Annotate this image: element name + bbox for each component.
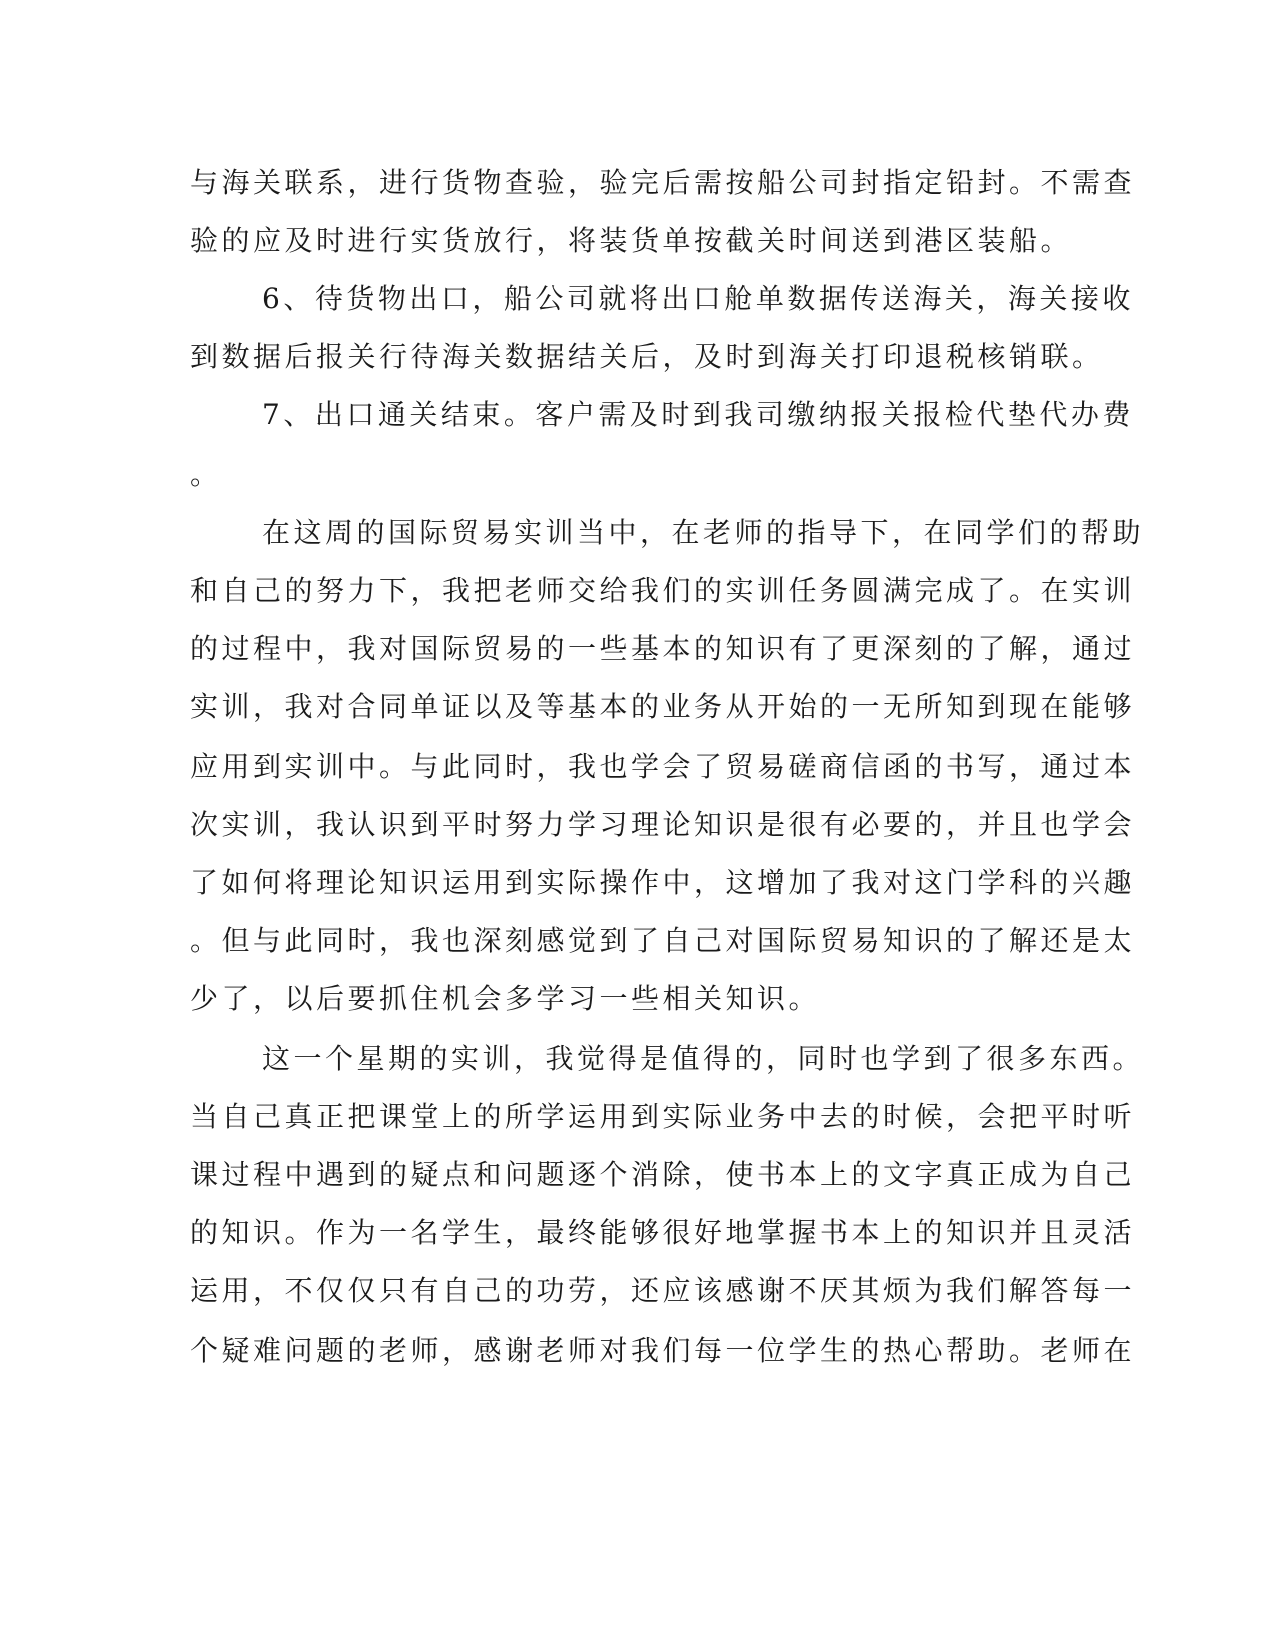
text-line: 课过程中遇到的疑点和问题逐个消除，使书本上的文字真正成为自己 (190, 1158, 1136, 1191)
text-line: 实训，我对合同单证以及等基本的业务从开始的一无所知到现在能够 (190, 690, 1136, 723)
text-line: 和自己的努力下，我把老师交给我们的实训任务圆满完成了。在实训 (190, 574, 1136, 607)
text-line: 6、待货物出口，船公司就将出口舱单数据传送海关，海关接收 (262, 282, 1134, 315)
text-line: 应用到实训中。与此同时，我也学会了贸易磋商信函的书写，通过本 (190, 750, 1136, 783)
text-line: 。但与此同时，我也深刻感觉到了自己对国际贸易知识的了解还是太 (190, 924, 1136, 957)
text-line: 了如何将理论知识运用到实际操作中，这增加了我对这门学科的兴趣 (190, 866, 1136, 899)
text-line: 这一个星期的实训，我觉得是值得的，同时也学到了很多东西。 (262, 1042, 1145, 1075)
text-line: 运用，不仅仅只有自己的功劳，还应该感谢不厌其烦为我们解答每一 (190, 1274, 1136, 1307)
text-line: 少了，以后要抓住机会多学习一些相关知识。 (190, 982, 821, 1015)
text-line: 在这周的国际贸易实训当中，在老师的指导下，在同学们的帮助 (262, 516, 1145, 549)
text-line: 当自己真正把课堂上的所学运用到实际业务中去的时候，会把平时听 (190, 1100, 1136, 1133)
text-line: 的过程中，我对国际贸易的一些基本的知识有了更深刻的了解，通过 (190, 632, 1136, 665)
text-line: 到数据后报关行待海关数据结关后，及时到海关打印退税核销联。 (190, 340, 1104, 373)
text-line: 。 (190, 458, 222, 491)
text-line: 与海关联系，进行货物查验，验完后需按船公司封指定铅封。不需查 (190, 166, 1136, 199)
text-line: 的知识。作为一名学生，最终能够很好地掌握书本上的知识并且灵活 (190, 1216, 1136, 1249)
text-line: 验的应及时进行实货放行，将装货单按截关时间送到港区装船。 (190, 224, 1073, 257)
text-line: 7、出口通关结束。客户需及时到我司缴纳报关报检代垫代办费 (262, 398, 1134, 431)
text-line: 次实训，我认识到平时努力学习理论知识是很有必要的，并且也学会 (190, 808, 1136, 841)
text-line: 个疑难问题的老师，感谢老师对我们每一位学生的热心帮助。老师在 (190, 1334, 1136, 1367)
